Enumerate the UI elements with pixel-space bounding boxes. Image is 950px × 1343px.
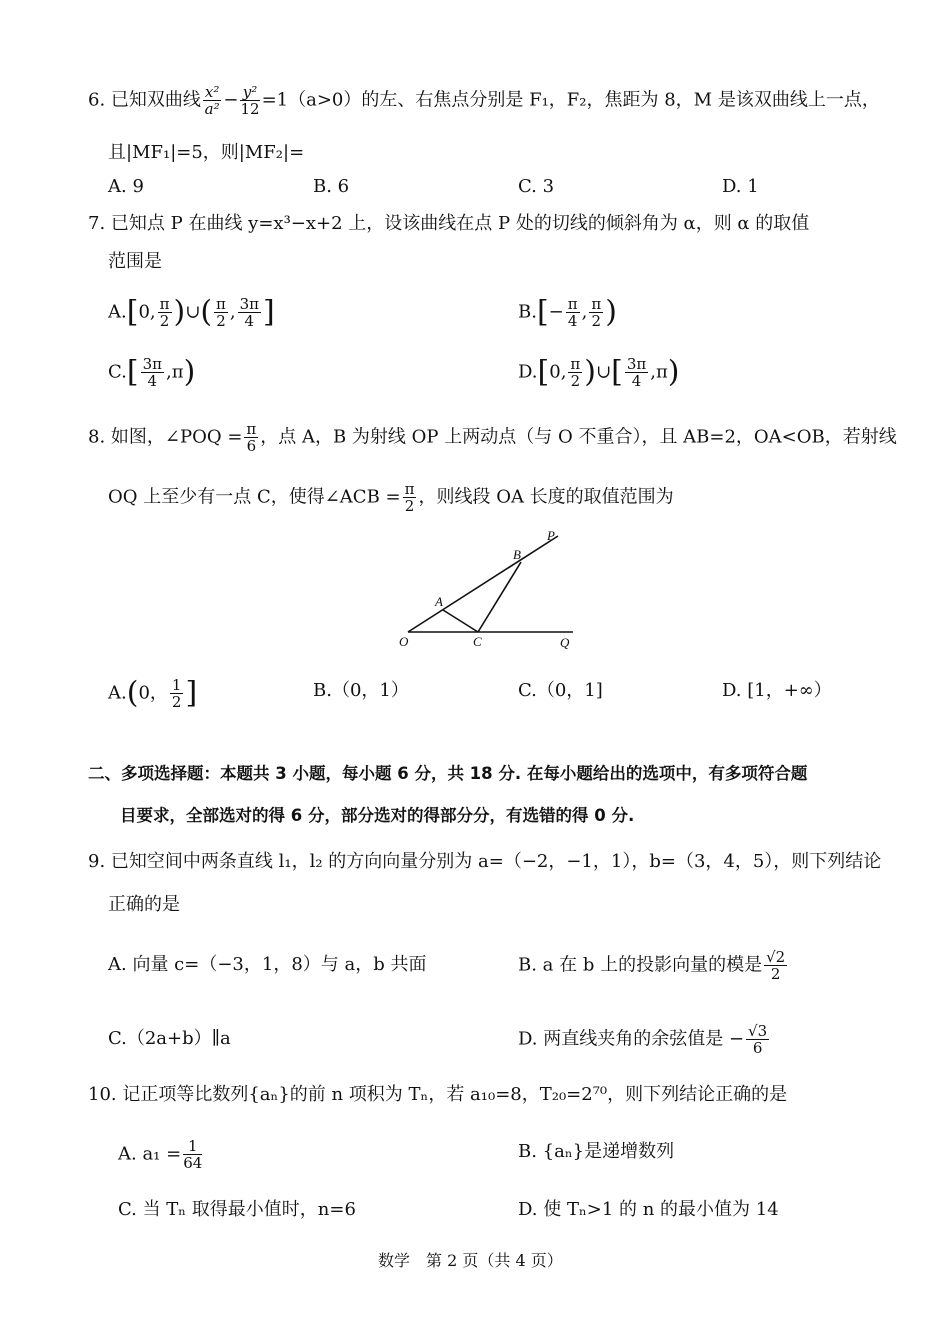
q8-figure xyxy=(390,528,590,653)
q6-minus: − xyxy=(223,89,239,111)
q10-option-a: A. a₁ = $\frac{1}{64}$ xyxy=(118,1137,203,1172)
q6-option-a: A. 9 xyxy=(108,176,144,197)
q7-option-a: A.[0, $\frac{\pi}{2}$ )∪( $\frac{\pi}{2}$ , $\frac{3\pi}{4}$ ] xyxy=(108,294,275,330)
q10-option-b: B. {aₙ}是递增数列 xyxy=(518,1141,675,1162)
q6-option-c: C. 3 xyxy=(518,176,555,197)
q10-option-c: C. 当 Tₙ 取得最小值时，n=6 xyxy=(118,1199,356,1220)
label-c: C xyxy=(473,634,482,649)
q9-line1: 9. 已知空间中两条直线 l₁，l₂ 的方向向量分别为 a=（−2，−1，1），b=（3，4，5），则下列结论 xyxy=(88,851,882,872)
q6-option-b: B. 6 xyxy=(313,176,350,197)
q8-option-a: A.(0， $\frac{1}{2}$ ] xyxy=(108,675,198,711)
label-q: Q xyxy=(560,635,570,650)
label-o: O xyxy=(399,634,409,649)
q10-option-d: D. 使 Tₙ>1 的 n 的最小值为 14 xyxy=(518,1199,779,1220)
q8-option-b: B.（0，1） xyxy=(313,680,409,701)
q7-option-d: D.[0, $\frac{\pi}{2}$ )∪[ $\frac{3\pi}{4}$ ,π) xyxy=(518,354,680,390)
label-p: P xyxy=(547,528,555,543)
page-footer: 数学 第 2 页（共 4 页） xyxy=(378,1251,563,1270)
q6-option-d: D. 1 xyxy=(722,176,759,197)
q8-line2: OQ 上至少有一点 C，使得∠ACB = $\frac{\pi}{2}$ ，则线段 OA 长度的取值范围为 xyxy=(108,480,674,515)
q6-frac-x: $\frac{\text{x²}}{\text{a²}}$ xyxy=(204,83,220,118)
q10-line1: 10. 记正项等比数列{aₙ}的前 n 项积为 Tₙ，若 a₁₀=8，T₂₀=2⁷⁰，则下列结论正确的是 xyxy=(88,1084,788,1105)
q7-line1: 7. 已知点 P 在曲线 y=x³−x+2 上，设该曲线在点 P 处的切线的倾斜角为 α，则 α 的取值 xyxy=(88,213,810,234)
label-a: A xyxy=(435,594,443,609)
q6-rest: =1（a>0）的左、右焦点分别是 F₁，F₂，焦距为 8，M 是该双曲线上一点， xyxy=(261,89,880,111)
q6-frac-y: $\frac{\text{y²}}{12}$ xyxy=(240,83,260,118)
ray-op xyxy=(408,536,558,632)
q9-option-c: C.（2a+b）∥a xyxy=(108,1028,231,1049)
label-b: B xyxy=(513,547,521,562)
q7-option-c: C.[ $\frac{3\pi}{4}$ ,π) xyxy=(108,354,196,390)
q9-line2: 正确的是 xyxy=(108,894,180,915)
q9-option-a: A. 向量 c=（−3，1，8）与 a，b 共面 xyxy=(108,954,427,975)
q7-line2: 范围是 xyxy=(108,251,162,272)
segment-ac xyxy=(443,610,478,632)
q9-option-d: D. 两直线夹角的余弦值是 − $\frac{√3}{6}$ xyxy=(518,1022,768,1057)
q6-line2: 且|MF₁|=5，则|MF₂|= xyxy=(108,142,305,163)
q8-option-c: C.（0，1] xyxy=(518,680,603,701)
q6-lead: 6. 已知双曲线 xyxy=(88,89,201,111)
section2-line1: 二、多项选择题：本题共 3 小题，每小题 6 分，共 18 分. 在每小题给出的选项中，有多项符合题 xyxy=(88,764,808,783)
q6-line1 xyxy=(88,84,880,117)
q8-option-d: D. [1，+∞） xyxy=(722,680,832,701)
section2-line2: 目要求，全部选对的得 6 分，部分选对的得部分分，有选错的得 0 分. xyxy=(120,806,635,825)
q7-option-b: B.[− $\frac{\pi}{4}$ , $\frac{\pi}{2}$ ) xyxy=(518,294,617,330)
q8-line1: 8. 如图，∠POQ = $\frac{\pi}{6}$ ，点 A，B 为射线 OP 上两动点（与 O 不重合），且 AB=2，OA<OB，若射线 xyxy=(88,420,897,455)
q9-option-b: B. a 在 b 上的投影向量的模是 $\frac{√2}{2}$ xyxy=(518,948,786,983)
